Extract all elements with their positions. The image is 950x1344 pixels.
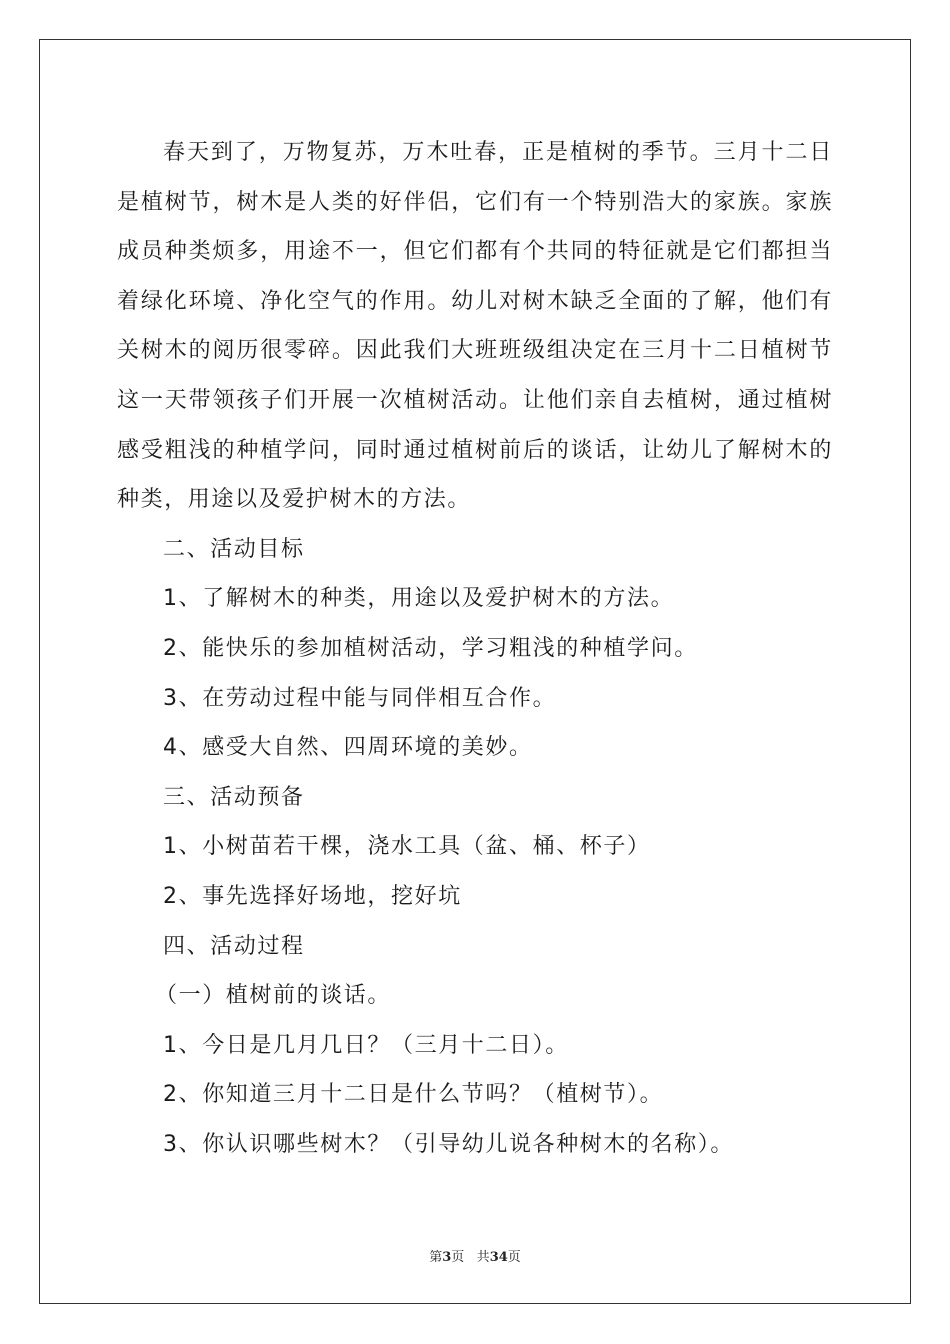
- total-suffix: 页: [507, 1250, 521, 1265]
- intro-paragraph: 春天到了，万物复苏，万木吐春，正是植树的季节。三月十二日是植树节，树木是人类的好伴侣，它们有一个特别浩大的家族。家族成员种类烦多，用途不一，但它们都有个共同的特征就是它们都担当着绿化环境、净化空气的作用。幼儿对树木缺乏全面的了解，他们有关树木的阅历很零碎。因此我们大班班级组决定在三月十二日植树节这一天带领孩子们开展一次植树活动。让他们亲自去植树，通过植树感受粗浅的种植学问，同时通过植树前后的谈话，让幼儿了解树木的种类，用途以及爱护树木的方法。: [117, 140, 833, 513]
- process-item: 1、今日是几月几日？（三月十二日）。: [163, 1032, 569, 1058]
- goal-item: 1、了解树木的种类，用途以及爱护树木的方法。: [163, 586, 675, 612]
- page-footer: [0, 1246, 950, 1265]
- page-suffix: 页: [451, 1250, 465, 1265]
- prep-item: 1、小树苗若干棵，浇水工具（盆、桶、杯子）: [163, 834, 651, 860]
- document-body: [117, 128, 833, 1169]
- page-number: 3: [442, 1250, 452, 1265]
- goal-item: 3、在劳动过程中能与同伴相互合作。: [163, 685, 557, 711]
- section-heading-goals: 二、活动目标: [163, 536, 305, 562]
- process-item: 2、你知道三月十二日是什么节吗？（植树节）。: [163, 1082, 664, 1108]
- total-prefix: 共: [476, 1250, 490, 1265]
- goal-item: 2、能快乐的参加植树活动，学习粗浅的种植学问。: [163, 635, 698, 661]
- process-subheading: （一）植树前的谈话。: [155, 983, 392, 1009]
- process-item: 3、你认识哪些树木？（引导幼儿说各种树木的名称）。: [163, 1131, 734, 1157]
- goal-item: 4、感受大自然、四周环境的美妙。: [163, 735, 533, 761]
- prep-item: 2、事先选择好场地，挖好坑: [163, 883, 462, 909]
- section-heading-prep: 三、活动预备: [163, 784, 305, 810]
- section-heading-process: 四、活动过程: [163, 933, 305, 959]
- page-prefix: 第: [429, 1250, 443, 1265]
- total-pages: 34: [489, 1250, 508, 1265]
